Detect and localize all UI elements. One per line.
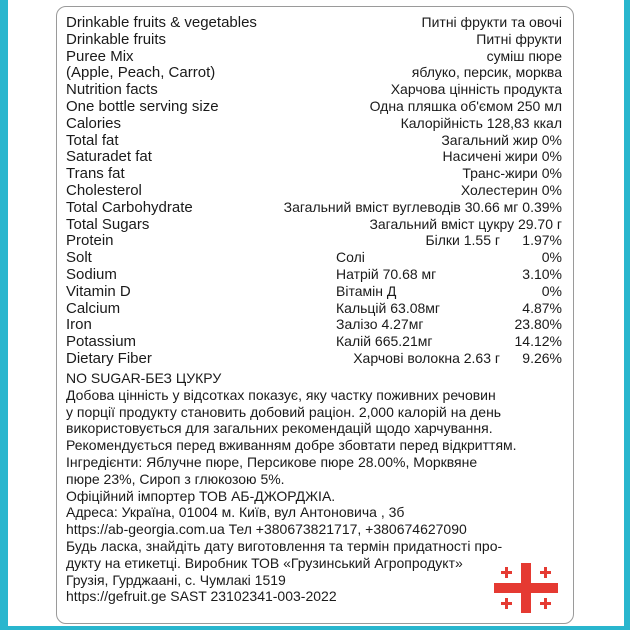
row-label-ua: Загальний жир 0% xyxy=(441,131,562,148)
manufacturer-address-line: Грузія, Гурджаані, с. Чумлакі 1519 xyxy=(66,571,286,588)
row-percent: 0% xyxy=(541,282,562,299)
table-row xyxy=(66,350,562,367)
row-label-en: One bottle serving size xyxy=(66,97,219,115)
row-label-ua: Холестерин 0% xyxy=(460,181,562,198)
date-note-line: Будь ласка, знайдіть дату виготовлення та термін придатності про- xyxy=(66,537,503,554)
table-row xyxy=(66,115,562,132)
shake-instruction: Рекомендується перед вживанням добре збовтати перед відкриттям. xyxy=(66,437,517,454)
row-label-ua: Питні фрукти та овочі xyxy=(421,14,562,30)
accent-strip-right xyxy=(624,0,630,630)
nutrition-table xyxy=(66,14,562,367)
table-row xyxy=(66,266,562,283)
row-label-ua: Транс-жири 0% xyxy=(462,165,562,182)
row-label-en: Total fat xyxy=(66,131,119,149)
table-row xyxy=(66,81,562,98)
table-row xyxy=(66,199,562,216)
table-row xyxy=(66,283,562,300)
row-label-ua: Солі xyxy=(336,249,365,266)
row-label-en: Sodium xyxy=(66,265,117,283)
row-label-en: Saturadet fat xyxy=(66,148,152,166)
no-sugar-line: NO SUGAR-БЕЗ ЦУКРУ xyxy=(66,370,222,386)
row-label-en: Total Carbohydrate xyxy=(66,198,193,216)
row-label-ua: Білки 1.55 г xyxy=(425,232,500,249)
row-label-ua: Калорійність 128,83 ккал xyxy=(400,114,562,131)
row-percent: 14.12% xyxy=(514,333,562,350)
row-label-en: Trans fat xyxy=(66,165,125,183)
label-body-text xyxy=(66,370,566,605)
row-percent: 1.97% xyxy=(522,232,562,249)
row-label-ua: Залізо 4.27мг xyxy=(336,316,424,333)
row-label-en: Puree Mix xyxy=(66,47,134,65)
table-row xyxy=(66,14,562,31)
table-row xyxy=(66,48,562,65)
row-label-en: Total Sugars xyxy=(66,215,150,233)
table-row xyxy=(66,98,562,115)
ingredients-line: Інгредієнти: Яблучне пюре, Персикове пюре 28.00%, Морквяне xyxy=(66,453,478,470)
address-line: Адреса: Україна, 01004 м. Київ, вул Антоновича , 3б xyxy=(66,504,405,521)
accent-strip-left xyxy=(0,0,8,630)
row-label-ua: Вітамін Д xyxy=(336,282,397,299)
row-label-ua: Натрій 70.68 мг xyxy=(336,265,437,282)
row-label-ua: Одна пляшка об'ємом 250 мл xyxy=(369,97,562,114)
row-label-en: Dietary Fiber xyxy=(66,349,152,367)
table-row xyxy=(66,232,562,249)
row-label-en: Iron xyxy=(66,316,92,334)
row-label-en: Calories xyxy=(66,114,122,132)
table-row xyxy=(66,64,562,81)
row-label-en: Calcium xyxy=(66,299,121,317)
row-label-ua: Харчові волокна 2.63 г xyxy=(353,349,500,366)
row-label-en: Potassium xyxy=(66,333,137,351)
table-row xyxy=(66,31,562,48)
table-row xyxy=(66,216,562,233)
row-label-ua: Загальний вміст вуглеводів 30.66 мг 0.39% xyxy=(283,198,562,215)
accent-strip-bottom xyxy=(0,626,630,630)
table-row xyxy=(66,132,562,149)
row-label-en: Protein xyxy=(66,232,114,250)
row-label-ua: Калій 665.21мг xyxy=(336,333,433,350)
row-label-en: Cholesterol xyxy=(66,181,142,199)
row-percent: 4.87% xyxy=(522,299,562,316)
row-label-ua: Насичені жири 0% xyxy=(442,148,562,165)
table-row xyxy=(66,249,562,266)
row-percent: 0% xyxy=(541,249,562,266)
row-label-ua: яблуко, персик, морква xyxy=(411,64,562,81)
manufacturer-site-line: https://gefruit.ge SAST 23102341-003-2022 xyxy=(66,588,337,605)
row-label-ua: Загальний вміст цукру 29.70 г xyxy=(369,215,562,232)
row-label-ua: Питні фрукти xyxy=(476,30,562,47)
row-label-en: (Apple, Peach, Carrot) xyxy=(66,64,216,82)
row-label-ua: суміш пюре xyxy=(486,47,562,64)
row-label-en: Vitamin D xyxy=(66,282,131,300)
row-label-ua: Кальцій 63.08мг xyxy=(336,299,441,316)
table-row xyxy=(66,333,562,350)
row-percent: 23.80% xyxy=(514,316,562,333)
row-label-en: Solt xyxy=(66,249,92,267)
table-row xyxy=(66,182,562,199)
row-label-en: Drinkable fruits xyxy=(66,30,167,48)
row-label-en: Drinkable fruits & vegetables xyxy=(66,14,257,31)
row-percent: 3.10% xyxy=(522,265,562,282)
row-percent: 9.26% xyxy=(522,349,562,366)
daily-value-note: Добова цінність у відсотках показує, яку частку поживних речовин xyxy=(66,386,496,403)
row-label-ua: Харчова цінність продукта xyxy=(390,81,562,98)
row-label-en: Nutrition facts xyxy=(66,81,158,99)
georgia-flag-icon xyxy=(494,563,558,613)
contact-line: https://ab-georgia.com.ua Тел +380673821717, +380674627090 xyxy=(66,521,467,538)
ingredients-line: пюре 23%, Сироп з глюкозою 5%. xyxy=(66,470,285,487)
table-row xyxy=(66,316,562,333)
importer-line: Офіційний імпортер ТОВ АБ-ДЖОРДЖІА. xyxy=(66,487,336,504)
daily-value-note: використовується для загальних рекомендацій щодо харчування. xyxy=(66,420,493,437)
table-row xyxy=(66,300,562,317)
table-row xyxy=(66,148,562,165)
daily-value-note: у порції продукту становить добовий раціон. 2,000 калорій на день xyxy=(66,403,502,420)
table-row xyxy=(66,165,562,182)
manufacturer-line: дукту на етикетці. Виробник ТОВ «Грузинський Агропродукт» xyxy=(66,554,463,571)
